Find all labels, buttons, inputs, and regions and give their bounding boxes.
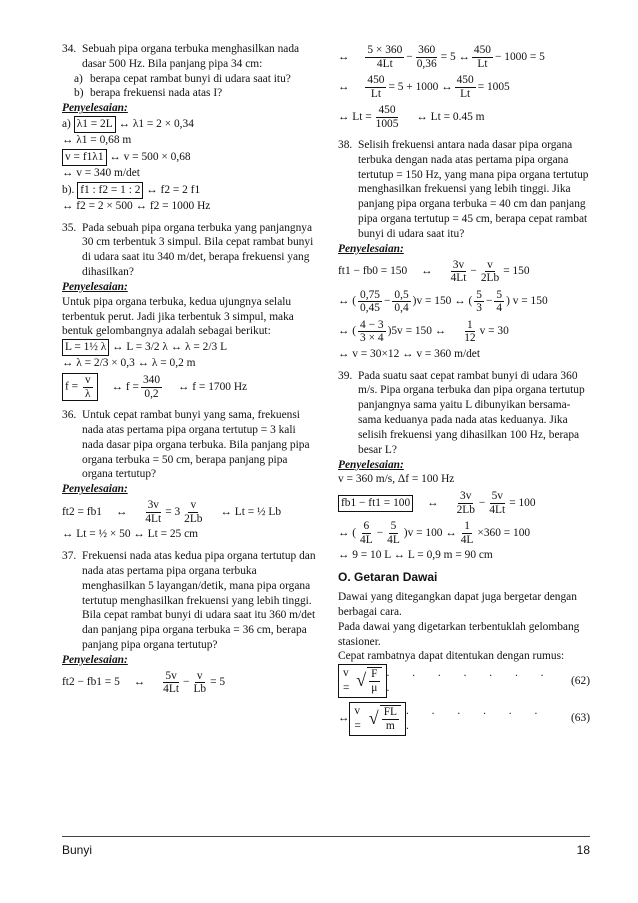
equation-part: v = [354, 704, 361, 732]
subquestion-label: b) [74, 87, 84, 100]
denominator: 0,2 [144, 387, 159, 400]
numerator: v [487, 258, 493, 271]
problem-34-a [62, 72, 320, 87]
denominator: 4Lt [145, 512, 162, 525]
equation-part: = 5 + 1000 ↔ [388, 80, 453, 93]
problem-number: 37. [62, 550, 77, 563]
problem-number: 34. [62, 43, 77, 55]
denominator: 4Lt [489, 503, 506, 516]
equation-part: ↔ f = 1700 Hz [178, 380, 248, 393]
equation-line [338, 102, 590, 132]
subquestion-text: berapa cepat rambat bunyi di udara saat itu? [90, 72, 291, 85]
fraction [365, 44, 404, 70]
equation-part: − 1000 = 5 [494, 50, 545, 63]
equation-part: )v = 150 ↔ ( [412, 295, 473, 308]
equation-part: )v = 100 ↔ [403, 527, 457, 539]
numerator: 5 × 360 [367, 43, 403, 56]
equation-line [62, 182, 320, 199]
boxed-formula: v = f1λ1 [62, 149, 107, 166]
equation-line [62, 116, 320, 133]
equation-part: − [376, 527, 384, 539]
fraction [369, 668, 379, 694]
numerator: 340 [142, 374, 161, 387]
boxed-formula: f1 : f2 = 1 : 2 [77, 182, 143, 199]
equation-part: ↔ [427, 497, 439, 509]
equation-part: v = 30 [479, 325, 509, 338]
solution-heading: Penyelesaian: [62, 280, 128, 293]
fraction [494, 289, 504, 315]
equation-line: ↔ v = 30×12 ↔ v = 360 m/det [338, 347, 481, 360]
equation-part: ×360 = 100 [477, 527, 531, 539]
section-paragraph: Cepat rambatnya dapat ditentukan dengan rumus: [338, 650, 565, 663]
equation-part: ↔ [338, 50, 350, 63]
equation-line [62, 149, 320, 166]
fraction [455, 74, 476, 100]
problem-39 [338, 369, 590, 458]
numerator: 1 [467, 318, 473, 331]
formula-62 [338, 664, 590, 698]
numerator: 0,5 [394, 288, 409, 301]
denominator: 2Lb [480, 272, 500, 285]
fraction [161, 670, 181, 696]
equation-part: − [183, 676, 190, 689]
numerator: FL [383, 706, 397, 719]
equation-part: = 1005 [477, 80, 510, 93]
solution-text: Untuk pipa organa terbuka, kedua ujungnya selalu terbentuk perut. Jadi jika terbentuk 3 simpul, maka bentuk gelombangnya adalah sebagai berikut: [62, 295, 294, 338]
fraction [462, 319, 477, 345]
equation-part: ft2 − fb1 = 5 [62, 676, 120, 689]
denominator: 2Lb [184, 512, 203, 525]
equation-part: = 100 [509, 497, 536, 509]
equation-part: − [485, 295, 493, 308]
problem-number: 38. [338, 139, 353, 151]
section-paragraph: Pada dawai yang digetarkan terbentuklah gelombang stasioner. [338, 620, 580, 648]
subquestion-label: a) [74, 72, 83, 85]
equation-number: (62) [571, 674, 590, 687]
solution-heading: Penyelesaian: [62, 483, 128, 496]
boxed-formula [338, 664, 387, 698]
numerator: 3v [460, 490, 472, 503]
numerator: F [371, 668, 378, 681]
fraction [358, 520, 375, 546]
fraction [358, 289, 382, 315]
solution-heading: Penyelesaian: [62, 102, 128, 115]
problem-37 [62, 549, 320, 653]
equation-part: ↔ [338, 80, 350, 93]
equation-part: ↔ [115, 505, 128, 518]
numerator: 5v [165, 669, 177, 682]
equation-part: f = [65, 380, 79, 393]
numerator: 5 [496, 288, 503, 301]
equation-line: ↔ Lt = ½ × 50 ↔ Lt = 25 cm [62, 528, 199, 541]
fraction [143, 499, 163, 525]
page-number: 18 [576, 843, 590, 857]
equation-part: ↔ ( [338, 527, 357, 539]
leader-dots: . . . . . . . . [386, 667, 554, 694]
denominator: 4L [360, 533, 373, 546]
denominator: Lt [370, 87, 381, 100]
denominator: 0,36 [416, 57, 437, 70]
denominator: 4 [496, 302, 503, 315]
equation-part: ↔ ( [338, 325, 357, 338]
problem-35 [62, 221, 320, 280]
denominator: Lt [460, 87, 471, 100]
equation-part: ↔ L = 3/2 λ ↔ λ = 2/3 L [112, 341, 228, 354]
denominator: 1005 [375, 117, 399, 130]
fraction [374, 104, 401, 130]
equation-part: − [406, 50, 413, 63]
boxed-formula: fb1 − ft1 = 100 [338, 495, 413, 512]
equation-part: ft2 = fb1 [62, 505, 102, 518]
page-footer [62, 836, 590, 859]
denominator: μ [371, 681, 378, 694]
fraction [385, 520, 402, 546]
problem-text: Sebuah pipa organa terbuka menghasilkan nada dasar 500 Hz. Bila panjang pipa 34 cm: [82, 43, 300, 70]
equation-line [62, 372, 320, 402]
right-column [338, 42, 590, 736]
equation-line: ↔ v = 340 m/det [62, 166, 140, 179]
equation-part: − [478, 497, 486, 509]
equation-part: ↔ f = [111, 380, 139, 393]
numerator: v [190, 499, 197, 511]
equation-part: ↔ [421, 265, 433, 278]
sqrt-icon: √ [356, 670, 367, 691]
equation-part: ↔ [338, 712, 350, 725]
fraction [415, 44, 439, 70]
equation-line: ↔ 9 = 10 L ↔ L = 0,9 m = 90 cm [338, 549, 493, 562]
fraction [392, 289, 410, 315]
footer-chapter: Bunyi [62, 843, 93, 857]
numerator: 4 − 3 [360, 318, 384, 331]
equation-line [62, 497, 320, 527]
solution-heading: Penyelesaian: [338, 458, 404, 471]
equation-line [338, 317, 590, 347]
equation-part: )5v = 150 ↔ [387, 325, 447, 338]
problem-36 [62, 408, 320, 482]
section-title: O. Getaran Dawai [338, 570, 438, 585]
equation-part: ↔ ( [338, 295, 357, 308]
fraction [474, 289, 484, 315]
numerator: 5v [491, 490, 503, 503]
numerator: 5 [390, 520, 397, 533]
equation-part: b). [62, 183, 75, 196]
fraction [487, 490, 507, 516]
equation-line: v = 360 m/s, Δf = 100 Hz [338, 473, 455, 486]
denominator: 4L [460, 533, 474, 546]
solution-heading: Penyelesaian: [338, 242, 404, 255]
equation-part: ) v = 150 [506, 295, 548, 308]
equation-part: ↔ Lt = ½ Lb [220, 505, 282, 518]
equation-part: ↔ v = 500 × 0,68 [109, 150, 191, 163]
equation-part: ft1 − fb0 = 150 [338, 265, 408, 278]
subquestion-text: berapa frekuensi nada atas I? [90, 87, 223, 100]
equation-part: = 150 [503, 265, 530, 278]
numerator: 3v [452, 258, 465, 271]
fraction [182, 499, 204, 525]
problem-text: Pada suatu saat cepat rambat bunyi di udara 360 m/s. Pipa organa terbuka dan pipa organa tertutup panjangnya sama yaitu L dibunyikan bersama-sama keduanya pada nada atas keduanya. Jika selisih frekuensi yang dihasilkan 100 Hz, berapa besar L? [358, 369, 585, 456]
denominator: 12 [464, 332, 476, 345]
denominator: 4Lt [450, 272, 467, 285]
problem-text: Frekuensi nada atas kedua pipa organa tertutup dan nada atas pertama pipa organa terbuka menghasilkan 5 layangan/detik, mana pipa organa tertutup menghasilkan frekuensi yang lebih tinggi. Bila cepat rambat bunyi di udara saat itu 360 m/det dan panjang pipa organa terbuka = 36 cm, berapa panjang pipa organa tertutup? [82, 550, 316, 652]
equation-line [338, 257, 590, 287]
radicand [380, 705, 401, 732]
numerator: 1 [464, 520, 470, 533]
numerator: 450 [456, 73, 474, 86]
numerator: 0,75 [360, 288, 380, 301]
problem-text: Pada sebuah pipa organa terbuka yang panjangnya 30 cm terbentuk 3 simpul. Bila cepat rambat bunyi di udara saat itu 340 m/det, berapa frekuensi yang dihasilkan? [82, 221, 314, 279]
equation-part: v = [343, 667, 350, 694]
denominator: 3 [476, 302, 482, 315]
denominator: 4L [387, 533, 400, 546]
equation-part: = 3 [165, 505, 181, 518]
numerator: 5 [476, 288, 482, 301]
denominator: m [385, 719, 395, 732]
formula-63 [338, 702, 590, 736]
solution-heading: Penyelesaian: [62, 653, 128, 666]
equation-line [338, 42, 590, 72]
denominator: Lb [193, 683, 207, 696]
denominator: 4Lt [376, 57, 393, 70]
boxed-formula: λ1 = 2L [74, 116, 116, 133]
fraction [479, 259, 501, 285]
equation-part: − [383, 295, 391, 308]
sqrt-icon: √ [368, 708, 379, 729]
numerator: 360 [418, 43, 436, 56]
equation-number: (63) [571, 712, 590, 725]
radicand [367, 667, 381, 694]
equation-part: ↔ [133, 676, 146, 689]
denominator: 4Lt [163, 683, 179, 696]
boxed-formula [62, 373, 98, 401]
denominator: 0,45 [360, 302, 380, 315]
equation-line [338, 518, 590, 548]
fraction [191, 670, 208, 696]
fraction [472, 44, 493, 70]
equation-line [62, 668, 320, 698]
equation-part: = 5 [210, 676, 226, 689]
equation-line [62, 339, 320, 356]
fraction [449, 259, 469, 285]
problem-number: 35. [62, 221, 77, 234]
equation-line [338, 287, 590, 317]
problem-number: 39. [338, 369, 353, 382]
numerator: 450 [367, 73, 385, 86]
denominator: 3 × 4 [360, 332, 384, 345]
leader-dots: . . . . . . . [405, 704, 548, 732]
equation-line: ↔ λ = 2/3 × 0,3 ↔ λ = 0,2 m [62, 357, 196, 370]
fraction [382, 706, 399, 732]
numerator: 6 [363, 520, 370, 533]
problem-text: Selisih frekuensi antara nada dasar pipa organa terbuka dengan nada atas pertama pipa organa tertutup = 150 Hz, yang mana pipa organa tertutup menghasilkan frekuensi yang lebih tinggi. Jika panjang pipa organa terbuka = 40 cm dan panjang pipa organa tertutup = 45 cm, berapa cepat rambat bunyi di udara saat itu? [358, 139, 589, 240]
equation-part: − [470, 265, 477, 278]
equation-part: ↔ Lt = [338, 110, 372, 123]
fraction [459, 520, 476, 546]
equation-part: ↔ f2 = 2 f1 [146, 183, 201, 196]
fraction [141, 374, 162, 400]
denominator: Lt [477, 57, 488, 70]
boxed-formula: L = 1½ λ [62, 339, 109, 356]
equation-line: ↔ λ1 = 0,68 m [62, 133, 132, 146]
boxed-formula [349, 702, 406, 736]
denominator: λ [85, 387, 91, 400]
equation-part: ↔ λ1 = 2 × 0,34 [118, 118, 194, 131]
denominator: 0,4 [394, 302, 409, 315]
numerator: v [196, 669, 203, 682]
denominator: 2Lb [456, 503, 475, 516]
fraction [83, 374, 93, 400]
section-paragraph: Dawai yang ditegangkan dapat juga bergetar dengan berbagai cara. [338, 591, 577, 618]
left-column [62, 42, 320, 698]
fraction [358, 319, 386, 345]
numerator: 3v [147, 499, 159, 511]
problem-38 [338, 138, 590, 242]
equation-line [338, 72, 590, 102]
numerator: 450 [378, 103, 396, 116]
fraction [365, 74, 386, 100]
problem-text: Untuk cepat rambat bunyi yang sama, frekuensi nada atas pertama pipa organa tertutup = 3 kali nada dasar pipa organa terbuka. Bila panjang pipa organa terbuka = 50 cm, berapa panjang pipa organa tertutup? [82, 409, 310, 481]
problem-number: 36. [62, 409, 77, 422]
numerator: 450 [473, 43, 491, 56]
equation-part: a) [62, 118, 71, 131]
numerator: v [84, 374, 91, 387]
problem-34 [62, 42, 320, 72]
equation-line [338, 488, 590, 518]
equation-part: ↔ Lt = 0.45 m [416, 110, 485, 123]
problem-34-b [62, 86, 320, 101]
fraction [455, 490, 477, 516]
equation-line: ↔ f2 = 2 × 500 ↔ f2 = 1000 Hz [62, 199, 211, 212]
equation-part: = 5 ↔ [440, 50, 470, 63]
